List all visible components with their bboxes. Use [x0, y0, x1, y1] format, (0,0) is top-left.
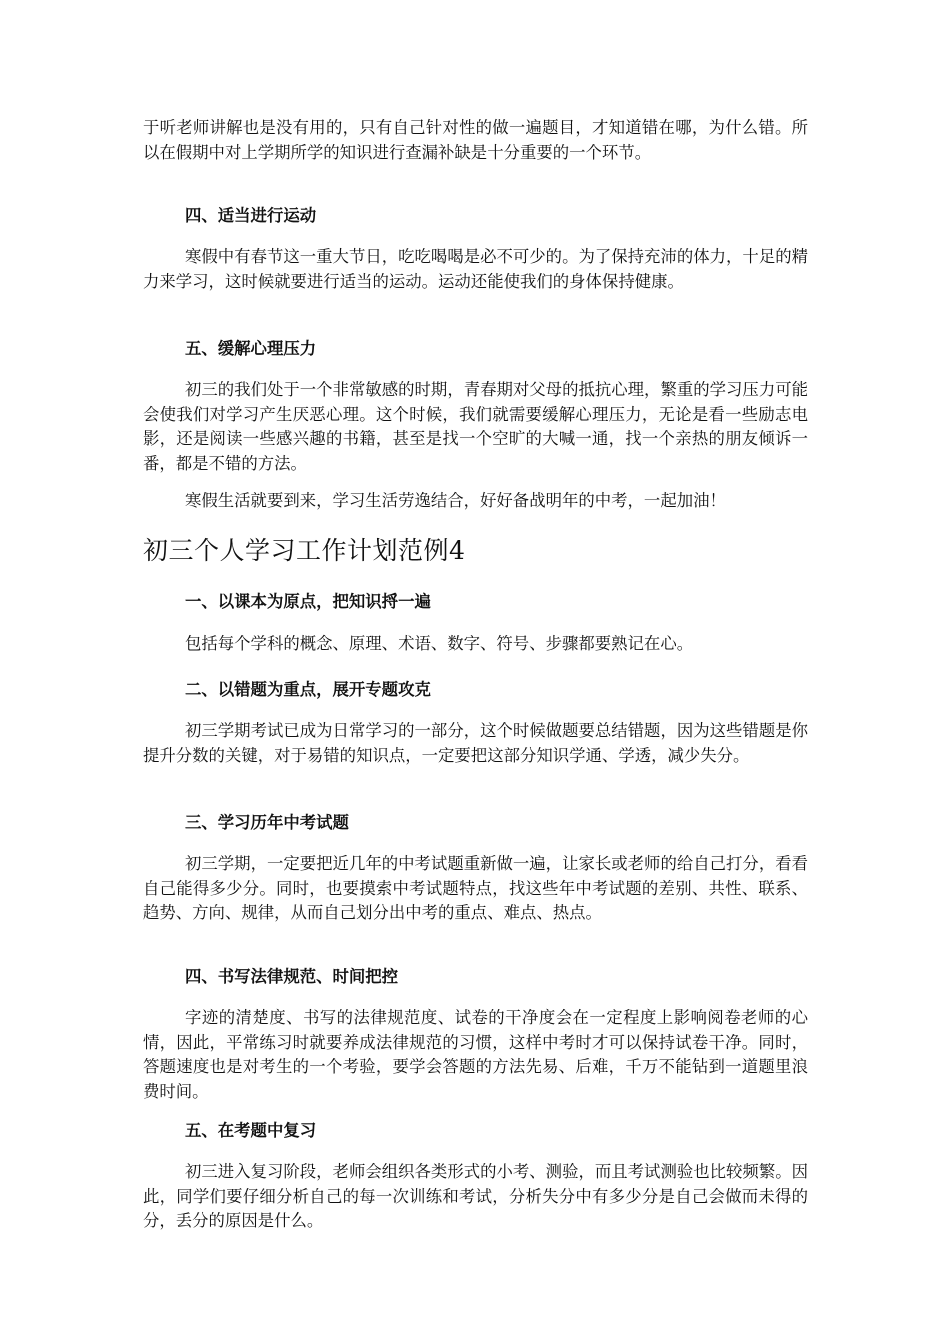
section-title: 初三个人学习工作计划范例4	[143, 536, 466, 565]
subheading-review-in-exams: 五、在考题中复习	[185, 1121, 317, 1140]
subheading-relieve-stress: 五、缓解心理压力	[185, 339, 317, 358]
paragraph-review-gaps: 于听老师讲解也是没有用的，只有自己针对性的做一遍题目，才知道错在哪，为什么错。所以在假期中对上学期所学的知识进行查漏补缺是十分重要的一个环节。	[143, 118, 808, 162]
paragraph-writing-time: 字迹的清楚度、书写的法律规范度、试卷的干净度会在一定程度上影响阅卷老师的心情，因此，平常练习时就要养成法律规范的习惯，这样中考时才可以保持试卷干净。同时，答题速度也是对考生的一个考验，要学会答题的方法先易、后难，千万不能钻到一道题里浪费时间。	[143, 1008, 808, 1101]
subheading-past-exams: 三、学习历年中考试题	[185, 813, 349, 832]
subheading-exercise: 四、适当进行运动	[185, 206, 317, 225]
paragraph-textbook: 包括每个学科的概念、原理、术语、数字、符号、步骤都要熟记在心。	[185, 634, 694, 653]
paragraph-mistakes: 初三学期考试已成为日常学习的一部分，这个时候做题要总结错题，因为这些错题是你提升分数的关键，对于易错的知识点，一定要把这部分知识学通、学透，减少失分。	[143, 721, 808, 765]
subheading-mistakes: 二、以错题为重点，展开专题攻克	[185, 680, 431, 699]
subheading-writing-time: 四、书写法律规范、时间把控	[185, 967, 399, 986]
paragraph-closing: 寒假生活就要到来，学习生活劳逸结合，好好备战明年的中考，一起加油！	[185, 491, 726, 510]
paragraph-past-exams: 初三学期，一定要把近几年的中考试题重新做一遍，让家长或老师的给自己打分，看看自己能得多少分。同时，也要摸索中考试题特点，找这些年中考试题的差别、共性、联系、趋势、方向、规律，从而自己划分出中考的重点、难点、热点。	[143, 854, 808, 922]
paragraph-exercise: 寒假中有春节这一重大节日，吃吃喝喝是必不可少的。为了保持充沛的体力，十足的精力来学习，这时候就要进行适当的运动。运动还能使我们的身体保持健康。	[143, 247, 808, 291]
paragraph-review-in-exams: 初三进入复习阶段，老师会组织各类形式的小考、测验，而且考试测验也比较频繁。因此，同学们要仔细分析自己的每一次训练和考试，分析失分中有多少分是自己会做而未得的分，丢分的原因是什么。	[143, 1162, 808, 1230]
paragraph-relieve-stress: 初三的我们处于一个非常敏感的时期，青春期对父母的抵抗心理，繁重的学习压力可能会使我们对学习产生厌恶心理。这个时候，我们就需要缓解心理压力，无论是看一些励志电影，还是阅读一些感兴趣的书籍，甚至是找一个空旷的大喊一通，找一个亲热的朋友倾诉一番，都是不错的方法。	[143, 380, 808, 473]
subheading-textbook: 一、以课本为原点，把知识捋一遍	[185, 592, 431, 611]
